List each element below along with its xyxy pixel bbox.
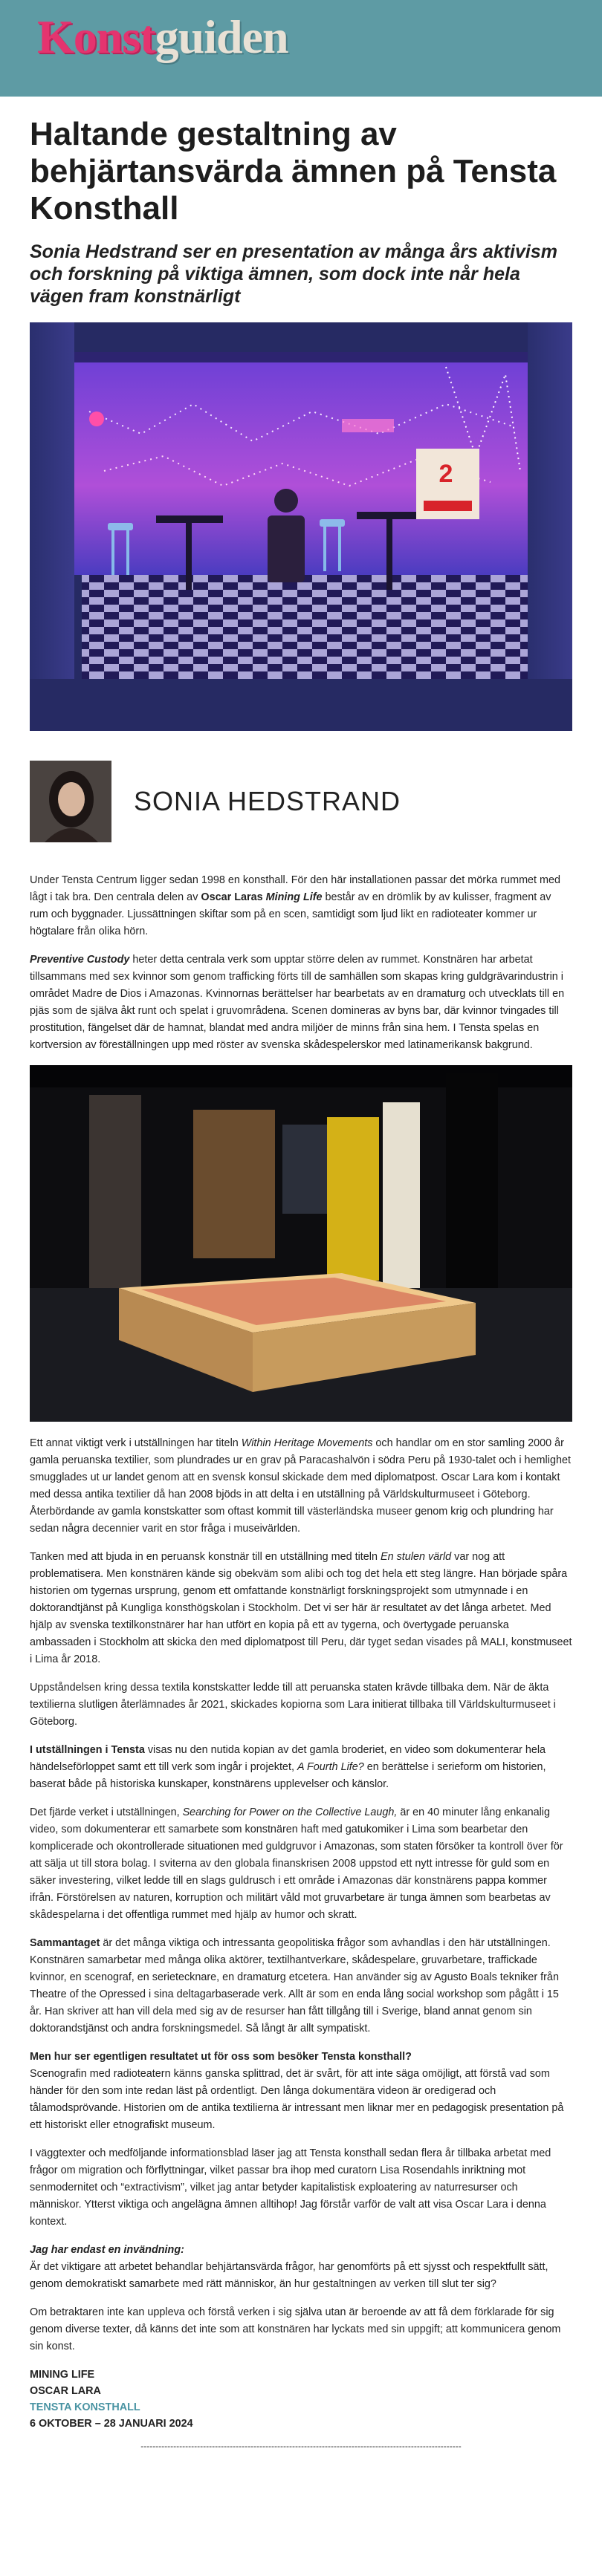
paragraph-5: Uppståndelsen kring dessa textila konstskatter ledde till att peruanska staten krävde tillbaka dem. När de äkta textilierna slutligen återlämnades år 2021, skickades kopiorna som Lara initierat tillbaka till Världskulturmuseet i Göteborg. (30, 1682, 556, 1728)
p6-text-b: visas nu den nutida kopian av det gamla broderiet, en video som dokumenterar hela händelseförloppet samt ett till verk som ingår i projektet, (30, 1744, 546, 1773)
paragraph-1 (30, 872, 572, 940)
p3-work-title: Within Heritage Movements (241, 1437, 373, 1449)
gallery-image (30, 1065, 572, 1422)
paragraph-4 (30, 1549, 572, 1668)
author-name[interactable]: SONIA HEDSTRAND (134, 786, 401, 816)
author-avatar[interactable] (30, 761, 111, 842)
hero-image (30, 322, 572, 731)
logo-part-guiden: guiden (155, 10, 288, 63)
p6-work-title: A Fourth Life? (297, 1761, 364, 1773)
p8-text: är det många viktiga och intressanta geopolitiska frågor som avhandlas i den här utställningen. Konstnären samarbetar med många olika aktörer, textilhantverkare, skådespelare, gruvarbetare, traffickade kvinnor, en scenograf, en serietecknare, en dramaturg etcetera. Han använder sig av Agusto Boals tekniker från Theatre of the Opressed i sina deltagarbaserade verk. Allt är som en enda lång social workshop som pågått i 15 år. Han skriver att han vill dela med sig av de resurser han fått tillgång till i Sverige, bland annat genom sin doktorandstjänst och andra forskningsmedel. Så långt är allt sympatiskt. (30, 1937, 559, 2035)
p11-text: Är det viktigare att arbetet behandlar behjärtansvärda frågor, har genomförts på ett sjysst och respektfullt sätt, genom demokratiskt samarbete med rätt människor, än hur gestaltningen av verken till slut ter sig? (30, 2261, 548, 2290)
credit-dates: 6 OKTOBER – 28 JANUARI 2024 (30, 2418, 193, 2430)
article (0, 116, 602, 2451)
p1-text-a: Under Tensta Centrum ligger sedan 1998 en konsthall. För den här installationen passar det mörka rummet med lågt i tak bra. Den centrala delen av (30, 874, 561, 903)
site-logo[interactable] (37, 10, 288, 63)
paragraph-11 (30, 2242, 572, 2293)
p6-lead: I utställningen i Tensta (30, 1744, 145, 1756)
p9-text: Scenografin med radioteatern känns ganska splittrad, det är svårt, för att inte säga omöjligt, att förstå vad som händer för den som inte redan läst på ordentligt. Den långa dokumentära videon är oredigerad och tålamodsprövande. Historien om de antika textilierna är intressant men liknar mer en pedagogisk presentation på ett historiskt eller etnografiskt museum. (30, 2068, 564, 2131)
p7-work-title: Searching for Power on the Collective Laugh, (182, 1806, 398, 1818)
p1-text-d: består av en drömlik by av kulisser, fragment av rum och byggnader. Ljussättningen skiftar som på en scen, samtidigt som ljud likt en radioteater kommer ur högtalare från olika hörn. (30, 891, 551, 937)
paragraph-9 (30, 2049, 572, 2134)
credit-title: MINING LIFE (30, 2369, 95, 2381)
divider-line: ------------------------------------------------------------------------------------------------------------ (140, 2441, 462, 2451)
svg-text:2: 2 (438, 460, 453, 488)
p4-text-a: Tanken med att bjuda in en peruansk konstnär till en utställning med titeln (30, 1551, 381, 1563)
p4-text-c: var nog att problematisera. Men konstnären kände sig obekväm som alibi och tog det hela ett steg längre. Han började spåra historien om tygernas ursprung, genom ett omfattande konstnärligt forskningsprojekt som utmynnade i en doktorandtjänst på Kungliga konsthögskolan i Stockholm. Det vi ser här är resultatet av det långa arbetet. Med hjälp av svenska textilkonstnärer har han utfört en kopia på ett av tygerna, och övertygade peruanska ambassaden i Stockholm att skicka den med diplomatpost till Peru, där tyget sedan visades på MALI, konstmuseet i Lima år 2018. (30, 1551, 572, 1665)
author-portrait-illustration (30, 761, 111, 842)
exhibition-credits (30, 2367, 572, 2432)
p4-exhibition-title: En stulen värld (380, 1551, 452, 1563)
logo-part-konst: Konst (37, 10, 155, 63)
p2-work-title: Preventive Custody (30, 954, 130, 966)
paragraph-8 (30, 1935, 572, 2037)
article-deck: Sonia Hedstrand ser en presentation av många års aktivism och forskning på viktiga ämnen, som dock inte når hela vägen fram konstnärligt (30, 241, 557, 307)
p3-text-c: och handlar om en stor samling 2000 år gamla peruanska textilier, som plundrades ur en grav på Paracashalvön i södra Peru på 1930-talet och i hemlighet smugglades ut ur landet genom att en svensk konsul skickade dem med diplomatpost. Oscar Lara kom i kontakt med dessa antika textilier då han 2008 bjöds in att delta i en utställning på Världskulturmuseet i Göteborg. Återbördande av gamla konstskatter som oftast kommit till västerländska museer genom krig och plundring har sedan några decennier varit en stor fråga i museivärlden. (30, 1437, 571, 1535)
p9-question: Men hur ser egentligen resultatet ut för oss som besöker Tensta konsthall? (30, 2051, 412, 2063)
p1-work-title: Mining Life (265, 891, 323, 903)
paragraph-6 (30, 1742, 572, 1793)
p6-text-d: en berättelse i serieform om historien, baserat både på historiska kunskaper, konstnärens upplevelser och känslor. (30, 1761, 546, 1790)
p1-artist: Oscar Laras (201, 891, 266, 903)
paragraph-3 (30, 1435, 572, 1538)
p2-text: heter detta centrala verk som upptar större delen av rummet. Konstnären har arbetat tillsammans med sex kvinnor som genom trafficking förts till de samhällen som skapas kring guldgrävarindustrin i området Madre de Dios i Amazonas. Kvinnornas berättelser har bearbetats av en dramaturg och utvecklats till en pjäs som de själva åkt runt och spelat i gruvområdena. Scenen domineras av byns bar, där kvinnor tvingades till prostitution, fängelset där de hamnat, blandat med andra miljöer de minns från sina hem. I Tensta spelas en kortversion av föreställningen upp med röster av svenska skådespelerskor med latinamerikansk bakgrund. (30, 954, 565, 1051)
paragraph-2 (30, 952, 572, 1054)
site-header (0, 0, 602, 97)
article-headline: Haltande gestaltning av behjärtansvärda ämnen på Tensta Konsthall (30, 116, 557, 227)
author-block (30, 761, 572, 842)
gallery-installation-illustration (30, 1065, 572, 1422)
p7-text-a: Det fjärde verket i utställningen, (30, 1806, 183, 1818)
credit-artist: OSCAR LARA (30, 2385, 101, 2397)
hero-installation-illustration (30, 322, 572, 731)
paragraph-10: I väggtexter och medföljande informationsblad läser jag att Tensta konsthall sedan flera år tillbaka arbetat med frågor om migration och förflyttningar, vilket passar bra ihop med curatorn Lisa Rosendahls inriktning mot senmodernitet och “extractivism”, vilket jag antar betyder kapitalistisk exploatering av naturresurser och människor. Ytterst viktiga och angelägna ämnen alltihop! Jag förstår varför de valt att visa Oscar Lara i denna kontext. (30, 2147, 551, 2228)
credit-venue-link[interactable]: TENSTA KONSTHALL (30, 2401, 140, 2413)
p11-lead: Jag har endast en invändning: (30, 2244, 184, 2256)
p7-text-c: är en 40 minuter lång enkanalig video, som dokumenterar ett samarbete som konstnären haft med gatukomiker i Lima som bearbetar den komplicerade och okontrollerade situationen med guldgruvor i Amazonas, som staten försöker ta kontroll över för att sälja ut till stora bolag. I sviterna av den globala finanskrisen 2008 uppstod ett nytt intresse för guld som en säker investering, vilket ledde till en slags guldrusch i ett område i Amazonas där konstnärens pappa kommer ifrån. Förstörelsen av naturen, korruption och militärt våld mot gruvarbetare är tunga ämnen som bearbetas av skådespelarna i det offentliga rummet med hjälp av humor och skratt. (30, 1806, 563, 1921)
p8-lead: Sammantaget (30, 1937, 100, 1949)
paragraph-7 (30, 1804, 572, 1924)
p3-text-a: Ett annat viktigt verk i utställningen har titeln (30, 1437, 242, 1449)
paragraph-12: Om betraktaren inte kan uppleva och förstå verken i sig själva utan är beroende av att få dem förklarade för sig genom diverse texter, då känns det inte som att konstnären har lyckats med sin uppgift; att kommunicera genom sin konst. (30, 2306, 561, 2352)
